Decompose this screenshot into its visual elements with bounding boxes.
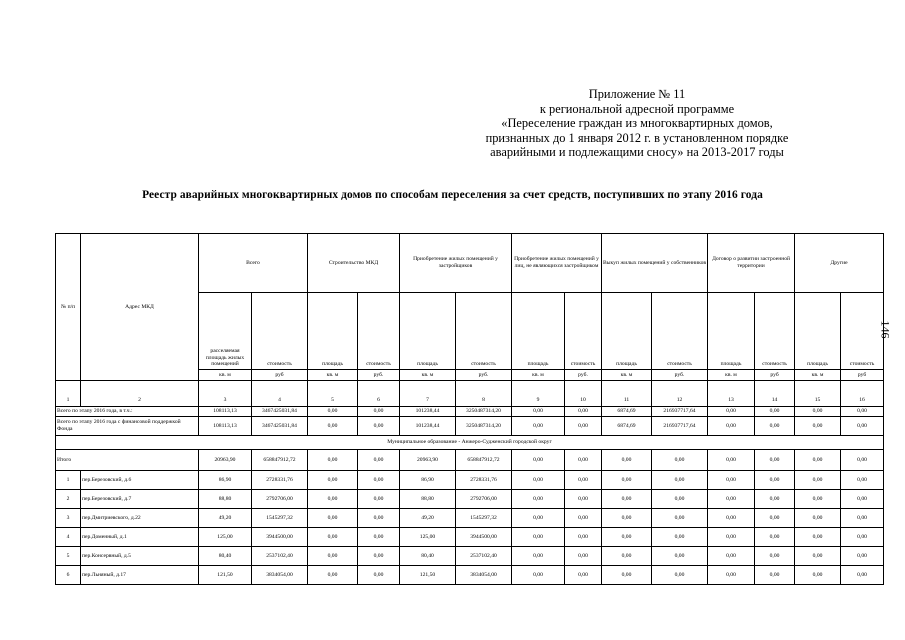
subheader-area: площадь (708, 293, 755, 370)
subheader-cost: стоимость (456, 293, 512, 370)
col-header-num: № п/п (56, 234, 81, 381)
cell-value: 49,20 (400, 509, 456, 528)
subheader-cost: стоимость (755, 293, 795, 370)
cell-value: 88,80 (199, 490, 252, 509)
cell-value: 0,00 (755, 547, 795, 566)
cell-value: 0,00 (308, 509, 358, 528)
subheader-area: площадь (512, 293, 565, 370)
unit-rub: руб. (358, 370, 400, 381)
cell-value: 0,00 (308, 450, 358, 471)
row-label: Итого (56, 450, 199, 471)
cell-value: 0,00 (565, 450, 602, 471)
cell-value: 0,00 (358, 471, 400, 490)
cell-value: 0,00 (795, 566, 841, 585)
column-number: 12 (652, 381, 708, 407)
unit-area: кв. м (602, 370, 652, 381)
cell-value: 0,00 (565, 528, 602, 547)
cell-value: 0,00 (358, 417, 400, 436)
cell-value: 0,00 (652, 566, 708, 585)
cell-value: 2537102,40 (252, 547, 308, 566)
cell-value: 88,80 (400, 490, 456, 509)
cell-value: 0,00 (708, 471, 755, 490)
row-number: 1 (56, 471, 81, 490)
cell-value: 0,00 (565, 547, 602, 566)
registry-table (55, 233, 884, 585)
unit-rub: руб. (652, 370, 708, 381)
appendix-line: к региональной адресной программе (539, 101, 735, 116)
cell-value: 3834054,00 (252, 566, 308, 585)
cell-value: 0,00 (602, 528, 652, 547)
group-header-total: Всего (199, 234, 308, 293)
cell-value: 20963,90 (199, 450, 252, 471)
cell-value: 0,00 (841, 490, 884, 509)
row-address: пер.Льняный, д.17 (81, 566, 199, 585)
cell-value: 2792706,00 (456, 490, 512, 509)
unit-area: кв. м (400, 370, 456, 381)
cell-value: 0,00 (565, 490, 602, 509)
cell-value: 6874,69 (602, 417, 652, 436)
group-header-purchase-non-developers: Приобретение жилых помещений у лиц, не являющихся застройщиком (512, 234, 602, 293)
cell-value: 3944500,00 (456, 528, 512, 547)
cell-value: 0,00 (708, 566, 755, 585)
cell-value: 0,00 (358, 450, 400, 471)
cell-value: 0,00 (755, 450, 795, 471)
unit-area: кв. м (708, 370, 755, 381)
cell-value: 0,00 (512, 509, 565, 528)
municipality-row (56, 436, 884, 450)
cell-value: 0,00 (795, 450, 841, 471)
cell-value: 0,00 (512, 566, 565, 585)
cell-value: 2792706,00 (252, 490, 308, 509)
cell-value: 0,00 (512, 528, 565, 547)
group-header-development-contract: Договор о развитии застроенной территории (708, 234, 795, 293)
subheader-cost: стоимость (652, 293, 708, 370)
cell-value: 6874,69 (602, 407, 652, 417)
fund-support-row (56, 417, 884, 436)
cell-value: 0,00 (841, 566, 884, 585)
row-label: Всего по этапу 2016 года, в т.ч.: (56, 407, 199, 417)
cell-value: 0,00 (308, 566, 358, 585)
cell-value: 0,00 (755, 566, 795, 585)
cell-value: 0,00 (755, 417, 795, 436)
cell-value: 0,00 (602, 509, 652, 528)
cell-value: 0,00 (565, 509, 602, 528)
column-number: 15 (795, 381, 841, 407)
group-header-purchase-developers: Приобретение жилых помещений у застройщиков (400, 234, 512, 293)
cell-value: 0,00 (841, 528, 884, 547)
subheader-total-area: расселяемая площадь жилых помещений (199, 293, 252, 370)
column-number: 3 (199, 381, 252, 407)
subheader-cost: стоимость (841, 293, 884, 370)
row-number: 6 (56, 566, 81, 585)
unit-rub: руб. (456, 370, 512, 381)
cell-value: 0,00 (795, 547, 841, 566)
row-number: 5 (56, 547, 81, 566)
cell-value: 0,00 (708, 528, 755, 547)
column-number: 16 (841, 381, 884, 407)
unit-rub: руб (755, 370, 795, 381)
cell-value: 0,00 (565, 566, 602, 585)
group-header-construction: Строительство МКД (308, 234, 400, 293)
cell-value: 0,00 (708, 450, 755, 471)
column-number: 4 (252, 381, 308, 407)
cell-value: 3467425031,84 (252, 407, 308, 417)
cell-value: 0,00 (512, 471, 565, 490)
cell-value: 0,00 (358, 509, 400, 528)
cell-value: 0,00 (795, 471, 841, 490)
table-row (56, 566, 884, 585)
cell-value: 0,00 (602, 566, 652, 585)
cell-value: 0,00 (358, 547, 400, 566)
cell-value: 2537102,40 (456, 547, 512, 566)
cell-value: 86,90 (400, 471, 456, 490)
cell-value: 0,00 (841, 509, 884, 528)
cell-value: 0,00 (755, 407, 795, 417)
appendix-line: признанных до 1 января 2012 г. в установленном порядке (485, 130, 789, 145)
unit-rub: руб (252, 370, 308, 381)
cell-value: 0,00 (308, 490, 358, 509)
cell-value: 0,00 (602, 471, 652, 490)
cell-value: 2728331,76 (252, 471, 308, 490)
row-label: Всего по этапу 2016 года с финансовой поддержкой Фонда (56, 417, 199, 436)
cell-value: 0,00 (652, 509, 708, 528)
cell-value: 0,00 (652, 528, 708, 547)
column-number: 1 (56, 381, 81, 407)
cell-value: 1545297,32 (456, 509, 512, 528)
unit-area: кв. м (308, 370, 358, 381)
cell-value: 0,00 (841, 547, 884, 566)
row-address: пер.Консервный, д.5 (81, 547, 199, 566)
cell-value: 0,00 (755, 528, 795, 547)
cell-value: 125,00 (400, 528, 456, 547)
header-row-groups (56, 234, 884, 293)
row-address: пер.Березовский, д.6 (81, 471, 199, 490)
row-number: 2 (56, 490, 81, 509)
column-numbers-row (56, 381, 884, 407)
cell-value: 86,90 (199, 471, 252, 490)
cell-value: 108113,13 (199, 417, 252, 436)
cell-value: 0,00 (565, 407, 602, 417)
municipality-name: Муниципальное образование - Анжеро-Судженский городской округ (56, 436, 884, 450)
cell-value: 2728331,76 (456, 471, 512, 490)
table-row (56, 509, 884, 528)
table-row (56, 490, 884, 509)
table-row (56, 528, 884, 547)
cell-value: 658847912,72 (456, 450, 512, 471)
cell-value: 0,00 (755, 490, 795, 509)
document-title: Реестр аварийных многоквартирных домов по способам переселения за счет средств, поступивших по этапу 2016 года (142, 189, 763, 201)
row-number: 3 (56, 509, 81, 528)
cell-value: 0,00 (841, 450, 884, 471)
cell-value: 0,00 (358, 528, 400, 547)
cell-value: 125,00 (199, 528, 252, 547)
cell-value: 0,00 (652, 450, 708, 471)
subheader-area: площадь (400, 293, 456, 370)
cell-value: 0,00 (755, 471, 795, 490)
cell-value: 121,50 (199, 566, 252, 585)
subheader-cost: стоимость (358, 293, 400, 370)
cell-value: 0,00 (308, 471, 358, 490)
subheader-cost: стоимость (565, 293, 602, 370)
column-number: 11 (602, 381, 652, 407)
row-number: 4 (56, 528, 81, 547)
cell-value: 0,00 (841, 417, 884, 436)
column-number: 14 (755, 381, 795, 407)
unit-area: кв. м (795, 370, 841, 381)
cell-value: 0,00 (358, 407, 400, 417)
total-row (56, 407, 884, 417)
group-header-buyout: Выкуп жилых помещений у собственников (602, 234, 708, 293)
cell-value: 3944500,00 (252, 528, 308, 547)
cell-value: 0,00 (358, 566, 400, 585)
cell-value: 0,00 (708, 417, 755, 436)
appendix-line: Приложение № 11 (588, 87, 686, 101)
cell-value: 0,00 (308, 547, 358, 566)
cell-value: 101238,44 (400, 407, 456, 417)
cell-value: 0,00 (708, 547, 755, 566)
appendix-header (427, 87, 847, 160)
cell-value: 0,00 (708, 490, 755, 509)
unit-rub: руб. (565, 370, 602, 381)
cell-value: 0,00 (841, 471, 884, 490)
cell-value: 0,00 (308, 528, 358, 547)
cell-value: 216937717,64 (652, 407, 708, 417)
cell-value: 0,00 (755, 509, 795, 528)
cell-value: 0,00 (795, 509, 841, 528)
cell-value: 3834054,00 (456, 566, 512, 585)
cell-value: 49,20 (199, 509, 252, 528)
cell-value: 3250487314,20 (456, 417, 512, 436)
cell-value: 101238,44 (400, 417, 456, 436)
cell-value: 3250487314,20 (456, 407, 512, 417)
cell-value: 0,00 (308, 407, 358, 417)
unit-rub: руб (841, 370, 884, 381)
page-number: 146 (878, 320, 893, 339)
column-number: 9 (512, 381, 565, 407)
group-header-other: Другие (795, 234, 884, 293)
unit-area: кв. м (199, 370, 252, 381)
cell-value: 0,00 (602, 547, 652, 566)
cell-value: 0,00 (652, 547, 708, 566)
unit-area: кв. м (512, 370, 565, 381)
cell-value: 0,00 (512, 417, 565, 436)
cell-value: 108113,13 (199, 407, 252, 417)
cell-value: 0,00 (308, 417, 358, 436)
cell-value: 0,00 (512, 407, 565, 417)
cell-value: 0,00 (602, 490, 652, 509)
cell-value: 20963,90 (400, 450, 456, 471)
subheader-area: площадь (308, 293, 358, 370)
cell-value: 0,00 (795, 407, 841, 417)
cell-value: 0,00 (512, 547, 565, 566)
itogo-row (56, 450, 884, 471)
cell-value: 0,00 (358, 490, 400, 509)
column-number: 10 (565, 381, 602, 407)
cell-value: 0,00 (795, 417, 841, 436)
cell-value: 3467425031,84 (252, 417, 308, 436)
appendix-line: аварийными и подлежащими сносу» на 2013-2017 годы (490, 145, 784, 160)
table-row (56, 547, 884, 566)
cell-value: 0,00 (708, 407, 755, 417)
row-address: пер.Дмитриевского, д.22 (81, 509, 199, 528)
row-address: пер.Доменный, д.1 (81, 528, 199, 547)
cell-value: 0,00 (565, 417, 602, 436)
cell-value: 80,40 (199, 547, 252, 566)
cell-value: 0,00 (841, 407, 884, 417)
cell-value: 216937717,64 (652, 417, 708, 436)
cell-value: 80,40 (400, 547, 456, 566)
column-number: 2 (81, 381, 199, 407)
cell-value: 1545297,32 (252, 509, 308, 528)
appendix-line: «Переселение граждан из многоквартирных домов, (501, 116, 773, 131)
cell-value: 0,00 (708, 509, 755, 528)
row-address: пер.Березовский, д.7 (81, 490, 199, 509)
cell-value: 0,00 (652, 471, 708, 490)
table-row (56, 471, 884, 490)
subheader-area: площадь (602, 293, 652, 370)
cell-value: 0,00 (565, 471, 602, 490)
col-header-address: Адрес МКД (81, 234, 199, 381)
column-number: 13 (708, 381, 755, 407)
cell-value: 0,00 (795, 490, 841, 509)
cell-value: 0,00 (795, 528, 841, 547)
column-number: 6 (358, 381, 400, 407)
column-number: 5 (308, 381, 358, 407)
cell-value: 0,00 (602, 450, 652, 471)
cell-value: 0,00 (512, 490, 565, 509)
column-number: 8 (456, 381, 512, 407)
cell-value: 0,00 (652, 490, 708, 509)
subheader-area: площадь (795, 293, 841, 370)
cell-value: 658847912,72 (252, 450, 308, 471)
cell-value: 121,50 (400, 566, 456, 585)
cell-value: 0,00 (512, 450, 565, 471)
subheader-cost: стоимость (252, 293, 308, 370)
column-number: 7 (400, 381, 456, 407)
